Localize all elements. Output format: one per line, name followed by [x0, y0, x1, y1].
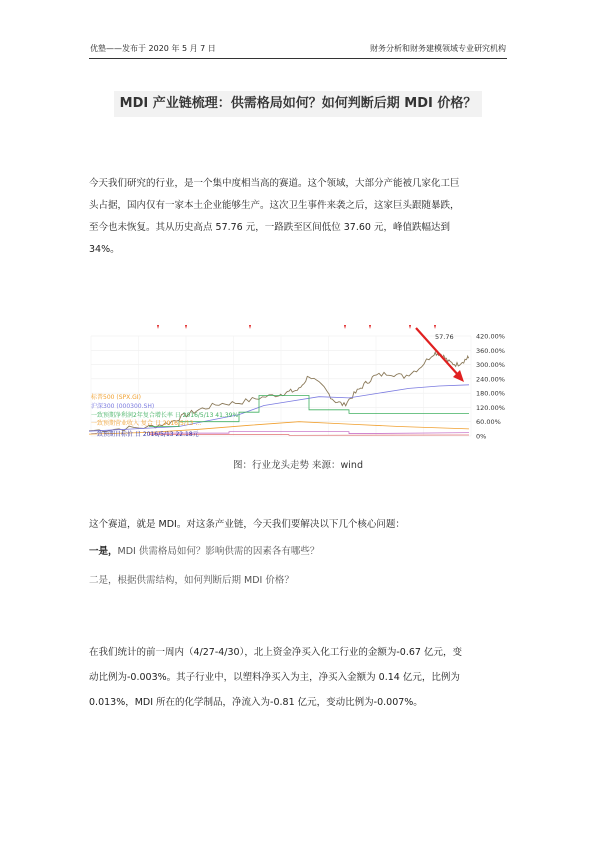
event-marker — [409, 325, 411, 329]
event-marker — [344, 325, 346, 329]
header-publish-info: 优塾——发布于 2020 年 5 月 7 日 — [90, 44, 216, 53]
intro-paragraph — [89, 173, 507, 261]
page-header — [89, 42, 507, 59]
event-marker — [369, 325, 371, 329]
y-tick-label: 60.00% — [476, 418, 501, 427]
flows-line: 0.013%，MDI 所在的化学制品，净流入为-0.81 亿元，变动比例为-0.007%。 — [89, 697, 423, 708]
y-tick-label: 180.00% — [476, 389, 505, 398]
legend-entry: 一致预期营业收入 复合 日 2016/5/13 ... — [91, 420, 202, 427]
chart-y-ticks — [476, 333, 505, 441]
question-two: 二是，根据供需结构，如何判断后期 MDI 价格？ — [89, 575, 294, 586]
y-tick-label: 120.00% — [476, 403, 505, 412]
peak-price-label: 57.76 — [435, 333, 454, 341]
flows-line: 在我们统计的前一周内（4/27-4/30），北上资金净买入化工行业的金额为-0.67 亿元，变 — [89, 647, 462, 658]
y-tick-label: 360.00% — [476, 346, 505, 355]
chart-legend — [91, 393, 238, 438]
y-tick-label: 300.00% — [476, 361, 505, 370]
legend-entry: 沪深300 (000300.SH) — [91, 403, 155, 410]
chart-markers — [157, 325, 464, 382]
legend-entry: 一致预期目标价 日 2016/5/13 22.18元 — [91, 431, 199, 438]
legend-entry: 一致预期净利润2年复合增长率 日 2016/5/13 41.39% — [91, 412, 239, 419]
event-marker — [434, 325, 436, 329]
intro-line: 至今也未恢复。其从历史高点 57.76 元，一路跌至区间低位 37.60 元，峰值跌幅达到 — [89, 222, 450, 233]
y-tick-label: 420.00% — [476, 332, 505, 341]
intro-line: 今天我们研究的行业，是一个集中度相当高的赛道。这个领域，大部分产能被几家化工巨 — [89, 178, 460, 189]
event-marker — [157, 325, 159, 329]
y-tick-label: 240.00% — [476, 375, 505, 384]
intro-line: 34%。 — [89, 244, 120, 255]
question-one-text: MDI 供需格局如何？影响供需的因素各有哪些？ — [117, 546, 320, 557]
flows-paragraph — [89, 640, 507, 715]
stock-chart — [89, 322, 505, 444]
question-one-prefix: 一是， — [89, 546, 118, 557]
y-tick-label: 0% — [476, 432, 487, 441]
page-title: MDI 产业链梳理：供需格局如何？如何判断后期 MDI 价格？ — [114, 91, 483, 117]
event-marker — [249, 325, 251, 329]
section-lead: 这个赛道，就是 MDI。对这条产业链，今天我们要解决以下几个核心问题： — [89, 519, 405, 530]
event-marker — [185, 325, 187, 329]
figure-caption: 图：行业龙头走势 来源：wind — [233, 460, 363, 471]
question-one — [89, 541, 507, 563]
title-container — [0, 91, 596, 117]
intro-line: 头占据，国内仅有一家本土企业能够生产。这次卫生事件来袭之后，这家巨头跟随暴跌， — [89, 200, 460, 211]
legend-entry: 标普500 (SPX.GI) — [91, 394, 141, 401]
header-org-name: 财务分析和财务建模领域专业研究机构 — [370, 44, 506, 53]
flows-line: 动比例为-0.003%。其子行业中，以塑料净买入为主，净买入金额为 0.14 亿元，比例为 — [89, 672, 460, 683]
chart-svg — [89, 322, 505, 444]
